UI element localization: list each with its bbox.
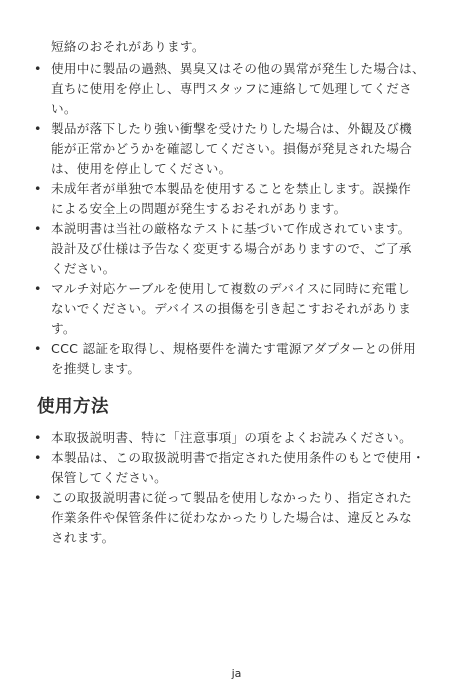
bullet-marker: • (34, 430, 42, 445)
continuation-line: 短絡のおそれがあります。 (51, 39, 205, 54)
list-item-line: 直ちに使用を停止し、専門スタッフに連絡して処理してくださ (51, 81, 413, 96)
list-item-line: ください。 (51, 261, 116, 276)
list-item-line: されます。 (51, 530, 115, 545)
list-item-line: 設計及び仕様は予告なく変更する場合がありますので、ご了承 (51, 241, 412, 256)
list-item-line: は、使用を停止してください。 (51, 161, 232, 176)
list-item-line: す。 (51, 321, 76, 336)
list-item-line: 本説明書は当社の厳格なテストに基づいて作成されています。 (51, 221, 411, 236)
list-item-line: 本製品は、この取扱説明書で指定された使用条件のもとで使用・ (51, 450, 425, 465)
list-item-line: CCC 認証を取得し、規格要件を満たす電源アダプターとの併用 (51, 341, 417, 356)
list-item-line: 保管してください。 (51, 470, 168, 485)
bullet-marker: • (34, 61, 42, 76)
section-heading-usage: 使用方法 (37, 397, 109, 417)
bullet-marker: • (34, 121, 42, 136)
bullet-marker: • (34, 450, 42, 465)
bullet-marker: • (34, 490, 42, 505)
list-item-line: 製品が落下したり強い衝撃を受けたりした場合は、外観及び機 (51, 121, 413, 136)
bullet-marker: • (34, 281, 42, 296)
bullet-marker: • (34, 341, 42, 356)
page-footer-language-code: ja (231, 667, 242, 680)
list-item-line: を推奨します。 (51, 361, 141, 376)
list-item-line: ないでください。デバイスの損傷を引き起こすおそれがありま (51, 301, 412, 316)
list-item-line: 能が正常かどうかを確認してください。損傷が発見された場合 (51, 141, 413, 156)
list-item-line: マルチ対応ケーブルを使用して複数のデバイスに同時に充電し (51, 281, 411, 296)
list-item-line: 本取扱説明書、特に「注意事項」の項をよくお読みください。 (51, 430, 413, 445)
list-item-line: 未成年者が単独で本製品を使用することを禁止します。誤操作 (51, 181, 412, 196)
bullet-marker: • (34, 221, 42, 236)
list-item-line: この取扱説明書に従って製品を使用しなかったり、指定された (51, 490, 413, 505)
list-item-line: 使用中に製品の過熱、異臭又はその他の異常が発生した場合は、 (51, 61, 425, 76)
list-item-line: い。 (51, 101, 77, 116)
list-item-line: 作業条件や保管条件に従わなかったりした場合は、違反とみな (51, 510, 413, 525)
bullet-marker: • (34, 181, 42, 196)
list-item-line: による安全上の問題が発生するおそれがあります。 (51, 201, 347, 216)
